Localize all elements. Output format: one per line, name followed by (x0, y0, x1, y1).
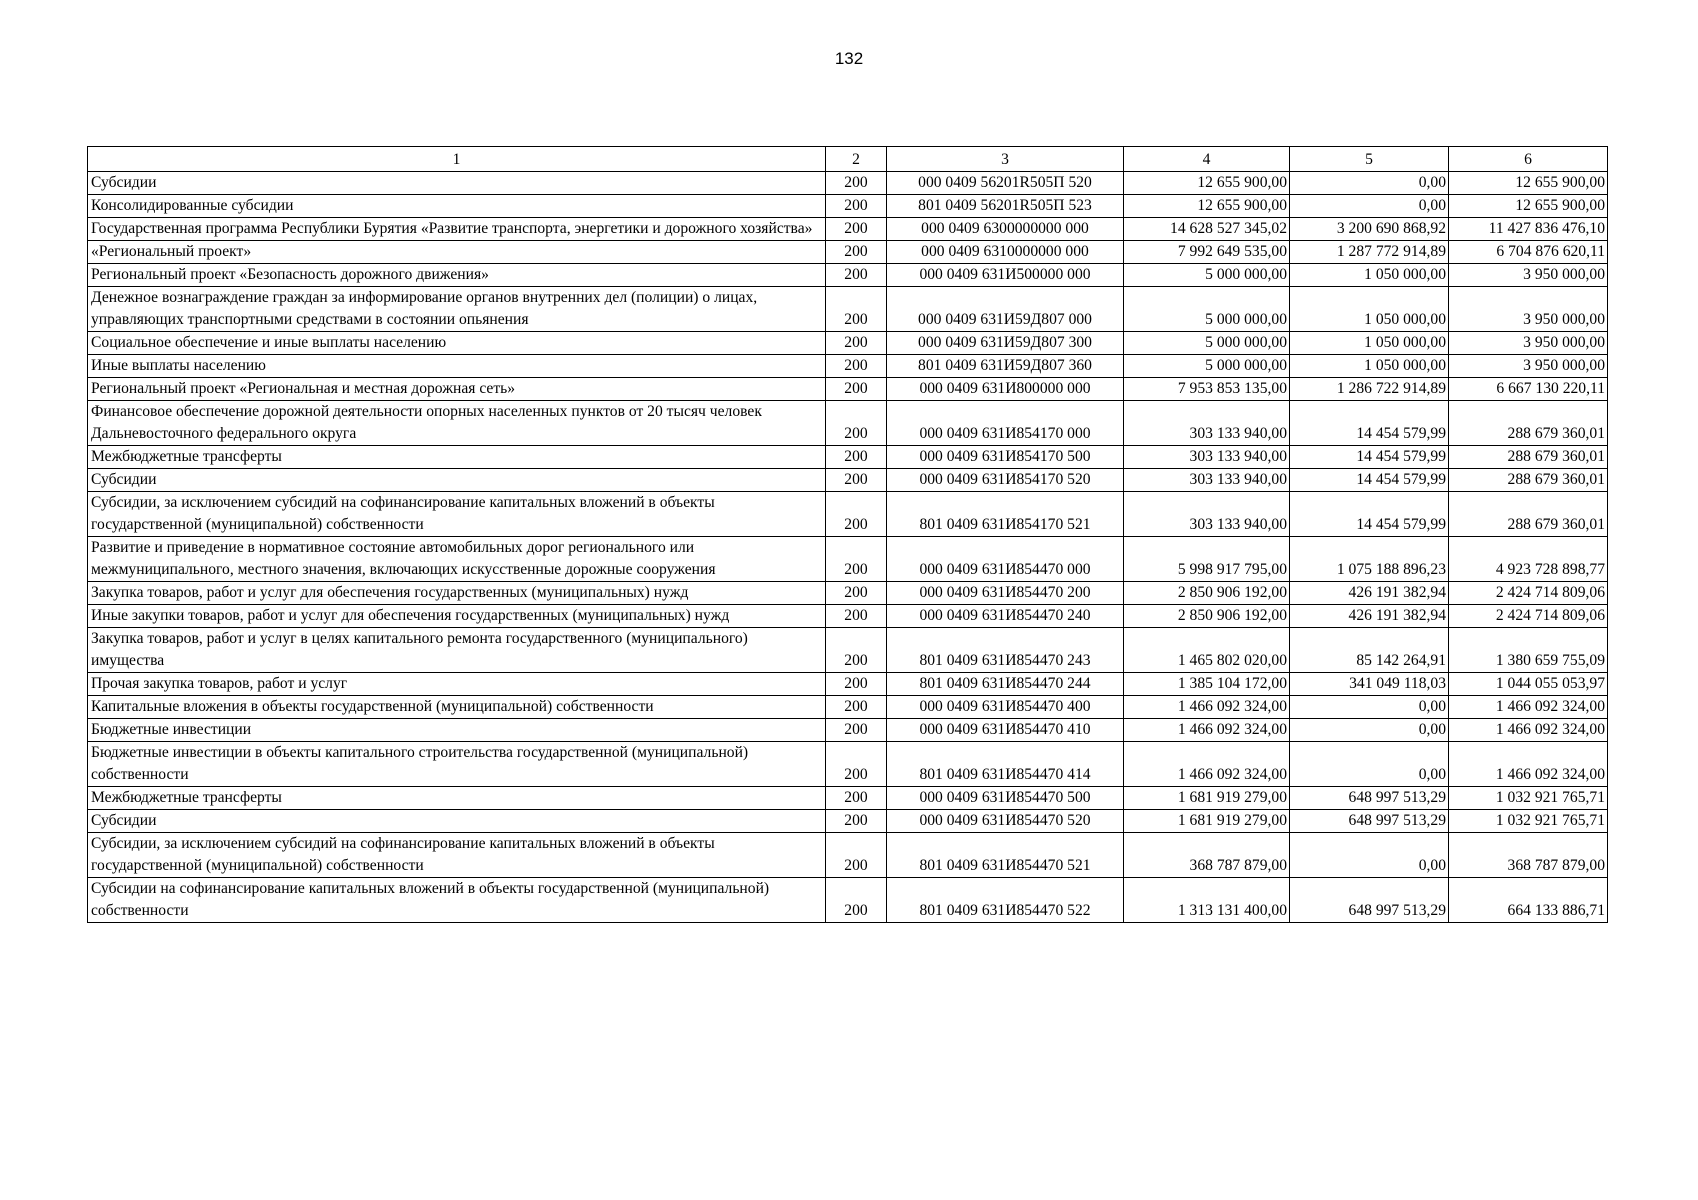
approved-amount-cell: 5 998 917 795,00 (1124, 537, 1290, 582)
approved-amount-cell: 5 000 000,00 (1124, 355, 1290, 378)
unexecuted-amount-cell: 664 133 886,71 (1449, 878, 1608, 923)
unexecuted-amount-cell: 6 704 876 620,11 (1449, 241, 1608, 264)
budget-code-cell: 000 0409 631И800000 000 (887, 378, 1124, 401)
table-row (88, 628, 1608, 673)
budget-code-cell: 801 0409 631И854470 244 (887, 673, 1124, 696)
executed-amount-cell: 0,00 (1290, 195, 1449, 218)
table-row (88, 378, 1608, 401)
unexecuted-amount-cell: 3 950 000,00 (1449, 355, 1608, 378)
executed-amount-cell: 1 050 000,00 (1290, 264, 1449, 287)
budget-code-cell: 000 0409 631И500000 000 (887, 264, 1124, 287)
row-name-cell: Закупка товаров, работ и услуг в целях капитального ремонта государственного (муниципального) имущества (88, 628, 826, 673)
approved-amount-cell: 303 133 940,00 (1124, 401, 1290, 446)
table-row (88, 582, 1608, 605)
approved-amount-cell: 1 681 919 279,00 (1124, 810, 1290, 833)
budget-code-cell: 801 0409 631И854470 521 (887, 833, 1124, 878)
table-row (88, 287, 1608, 332)
row-name-cell: Социальное обеспечение и иные выплаты населению (88, 332, 826, 355)
table-row (88, 332, 1608, 355)
executed-amount-cell: 648 997 513,29 (1290, 878, 1449, 923)
row-name-cell: Межбюджетные трансферты (88, 446, 826, 469)
line-code-cell: 200 (826, 696, 887, 719)
budget-code-cell: 000 0409 631И854170 000 (887, 401, 1124, 446)
line-code-cell: 200 (826, 742, 887, 787)
line-code-cell: 200 (826, 355, 887, 378)
executed-amount-cell: 14 454 579,99 (1290, 492, 1449, 537)
column-header: 5 (1290, 147, 1449, 172)
approved-amount-cell: 5 000 000,00 (1124, 332, 1290, 355)
unexecuted-amount-cell: 3 950 000,00 (1449, 332, 1608, 355)
approved-amount-cell: 303 133 940,00 (1124, 492, 1290, 537)
row-name-cell: Иные выплаты населению (88, 355, 826, 378)
table-header-row (88, 147, 1608, 172)
approved-amount-cell: 12 655 900,00 (1124, 172, 1290, 195)
row-name-cell: Региональный проект «Региональная и местная дорожная сеть» (88, 378, 826, 401)
budget-code-cell: 000 0409 631И854470 520 (887, 810, 1124, 833)
row-name-cell: Консолидированные субсидии (88, 195, 826, 218)
approved-amount-cell: 12 655 900,00 (1124, 195, 1290, 218)
budget-code-cell: 801 0409 631И854470 414 (887, 742, 1124, 787)
table-row (88, 264, 1608, 287)
row-name-cell: Государственная программа Республики Бурятия «Развитие транспорта, энергетики и дорожного хозяйства» (88, 218, 826, 241)
executed-amount-cell: 14 454 579,99 (1290, 401, 1449, 446)
budget-code-cell: 000 0409 631И854470 240 (887, 605, 1124, 628)
table-row (88, 787, 1608, 810)
unexecuted-amount-cell: 288 679 360,01 (1449, 492, 1608, 537)
table-row (88, 492, 1608, 537)
table-row (88, 696, 1608, 719)
unexecuted-amount-cell: 288 679 360,01 (1449, 469, 1608, 492)
row-name-cell: Субсидии на софинансирование капитальных вложений в объекты государственной (муниципальной) собственности (88, 878, 826, 923)
executed-amount-cell: 1 050 000,00 (1290, 287, 1449, 332)
table-row (88, 605, 1608, 628)
budget-code-cell: 000 0409 6300000000 000 (887, 218, 1124, 241)
row-name-cell: Бюджетные инвестиции (88, 719, 826, 742)
table-row (88, 355, 1608, 378)
line-code-cell: 200 (826, 241, 887, 264)
unexecuted-amount-cell: 11 427 836 476,10 (1449, 218, 1608, 241)
column-header: 4 (1124, 147, 1290, 172)
executed-amount-cell: 1 050 000,00 (1290, 332, 1449, 355)
approved-amount-cell: 1 466 092 324,00 (1124, 696, 1290, 719)
column-header: 1 (88, 147, 826, 172)
unexecuted-amount-cell: 1 380 659 755,09 (1449, 628, 1608, 673)
table-row (88, 469, 1608, 492)
row-name-cell: Иные закупки товаров, работ и услуг для обеспечения государственных (муниципальных) нужд (88, 605, 826, 628)
row-name-cell: Субсидии, за исключением субсидий на софинансирование капитальных вложений в объекты государственной (муниципальной) собственности (88, 492, 826, 537)
line-code-cell: 200 (826, 878, 887, 923)
budget-code-cell: 801 0409 631И59Д807 360 (887, 355, 1124, 378)
budget-code-cell: 000 0409 631И854170 520 (887, 469, 1124, 492)
executed-amount-cell: 0,00 (1290, 172, 1449, 195)
executed-amount-cell: 0,00 (1290, 719, 1449, 742)
approved-amount-cell: 1 681 919 279,00 (1124, 787, 1290, 810)
executed-amount-cell: 1 050 000,00 (1290, 355, 1449, 378)
table-row (88, 673, 1608, 696)
line-code-cell: 200 (826, 787, 887, 810)
approved-amount-cell: 1 465 802 020,00 (1124, 628, 1290, 673)
row-name-cell: Капитальные вложения в объекты государственной (муниципальной) собственности (88, 696, 826, 719)
page-number: 132 (834, 49, 864, 68)
line-code-cell: 200 (826, 218, 887, 241)
budget-code-cell: 801 0409 631И854470 522 (887, 878, 1124, 923)
row-name-cell: Субсидии (88, 810, 826, 833)
budget-code-cell: 801 0409 56201R505П 523 (887, 195, 1124, 218)
unexecuted-amount-cell: 2 424 714 809,06 (1449, 582, 1608, 605)
budget-code-cell: 000 0409 631И854170 500 (887, 446, 1124, 469)
unexecuted-amount-cell: 288 679 360,01 (1449, 401, 1608, 446)
row-name-cell: Финансовое обеспечение дорожной деятельности опорных населенных пунктов от 20 тысяч человек Дальневосточного федерального округа (88, 401, 826, 446)
row-name-cell: Прочая закупка товаров, работ и услуг (88, 673, 826, 696)
unexecuted-amount-cell: 288 679 360,01 (1449, 446, 1608, 469)
row-name-cell: Субсидии (88, 172, 826, 195)
unexecuted-amount-cell: 1 032 921 765,71 (1449, 810, 1608, 833)
approved-amount-cell: 2 850 906 192,00 (1124, 582, 1290, 605)
approved-amount-cell: 7 953 853 135,00 (1124, 378, 1290, 401)
table-row (88, 742, 1608, 787)
unexecuted-amount-cell: 12 655 900,00 (1449, 195, 1608, 218)
executed-amount-cell: 14 454 579,99 (1290, 446, 1449, 469)
approved-amount-cell: 1 466 092 324,00 (1124, 742, 1290, 787)
approved-amount-cell: 14 628 527 345,02 (1124, 218, 1290, 241)
approved-amount-cell: 1 466 092 324,00 (1124, 719, 1290, 742)
budget-code-cell: 000 0409 631И854470 200 (887, 582, 1124, 605)
unexecuted-amount-cell: 2 424 714 809,06 (1449, 605, 1608, 628)
line-code-cell: 200 (826, 332, 887, 355)
line-code-cell: 200 (826, 833, 887, 878)
table-row (88, 719, 1608, 742)
executed-amount-cell: 1 075 188 896,23 (1290, 537, 1449, 582)
table-row (88, 172, 1608, 195)
executed-amount-cell: 1 286 722 914,89 (1290, 378, 1449, 401)
row-name-cell: Субсидии, за исключением субсидий на софинансирование капитальных вложений в объекты государственной (муниципальной) собственности (88, 833, 826, 878)
table-row (88, 446, 1608, 469)
table-row (88, 878, 1608, 923)
table-row (88, 810, 1608, 833)
executed-amount-cell: 14 454 579,99 (1290, 469, 1449, 492)
executed-amount-cell: 426 191 382,94 (1290, 582, 1449, 605)
budget-code-cell: 000 0409 631И854470 400 (887, 696, 1124, 719)
line-code-cell: 200 (826, 172, 887, 195)
approved-amount-cell: 5 000 000,00 (1124, 287, 1290, 332)
budget-code-cell: 000 0409 631И59Д807 300 (887, 332, 1124, 355)
table-row (88, 218, 1608, 241)
column-header: 3 (887, 147, 1124, 172)
unexecuted-amount-cell: 1 032 921 765,71 (1449, 787, 1608, 810)
table-row (88, 537, 1608, 582)
line-code-cell: 200 (826, 673, 887, 696)
executed-amount-cell: 1 287 772 914,89 (1290, 241, 1449, 264)
line-code-cell: 200 (826, 264, 887, 287)
column-header: 2 (826, 147, 887, 172)
row-name-cell: Денежное вознаграждение граждан за информирование органов внутренних дел (полиции) о лицах, управляющих транспортными средствами в состоянии опьянения (88, 287, 826, 332)
unexecuted-amount-cell: 3 950 000,00 (1449, 287, 1608, 332)
line-code-cell: 200 (826, 446, 887, 469)
table-row (88, 195, 1608, 218)
unexecuted-amount-cell: 12 655 900,00 (1449, 172, 1608, 195)
executed-amount-cell: 426 191 382,94 (1290, 605, 1449, 628)
row-name-cell: Межбюджетные трансферты (88, 787, 826, 810)
budget-code-cell: 801 0409 631И854170 521 (887, 492, 1124, 537)
executed-amount-cell: 0,00 (1290, 742, 1449, 787)
unexecuted-amount-cell: 1 466 092 324,00 (1449, 719, 1608, 742)
line-code-cell: 200 (826, 401, 887, 446)
executed-amount-cell: 648 997 513,29 (1290, 810, 1449, 833)
budget-table (87, 146, 1608, 923)
unexecuted-amount-cell: 1 466 092 324,00 (1449, 696, 1608, 719)
line-code-cell: 200 (826, 195, 887, 218)
line-code-cell: 200 (826, 719, 887, 742)
budget-code-cell: 000 0409 631И854470 500 (887, 787, 1124, 810)
table-row (88, 833, 1608, 878)
line-code-cell: 200 (826, 628, 887, 673)
table-row (88, 401, 1608, 446)
row-name-cell: Региональный проект «Безопасность дорожного движения» (88, 264, 826, 287)
unexecuted-amount-cell: 1 466 092 324,00 (1449, 742, 1608, 787)
line-code-cell: 200 (826, 492, 887, 537)
row-name-cell: «Региональный проект» (88, 241, 826, 264)
approved-amount-cell: 5 000 000,00 (1124, 264, 1290, 287)
line-code-cell: 200 (826, 605, 887, 628)
executed-amount-cell: 0,00 (1290, 696, 1449, 719)
row-name-cell: Субсидии (88, 469, 826, 492)
unexecuted-amount-cell: 1 044 055 053,97 (1449, 673, 1608, 696)
approved-amount-cell: 368 787 879,00 (1124, 833, 1290, 878)
budget-code-cell: 000 0409 56201R505П 520 (887, 172, 1124, 195)
approved-amount-cell: 303 133 940,00 (1124, 446, 1290, 469)
unexecuted-amount-cell: 6 667 130 220,11 (1449, 378, 1608, 401)
budget-code-cell: 000 0409 631И854470 000 (887, 537, 1124, 582)
column-header: 6 (1449, 147, 1608, 172)
approved-amount-cell: 303 133 940,00 (1124, 469, 1290, 492)
table-row (88, 241, 1608, 264)
budget-code-cell: 000 0409 631И59Д807 000 (887, 287, 1124, 332)
budget-code-cell: 000 0409 631И854470 410 (887, 719, 1124, 742)
line-code-cell: 200 (826, 537, 887, 582)
executed-amount-cell: 341 049 118,03 (1290, 673, 1449, 696)
row-name-cell: Закупка товаров, работ и услуг для обеспечения государственных (муниципальных) нужд (88, 582, 826, 605)
row-name-cell: Бюджетные инвестиции в объекты капитального строительства государственной (муниципальной) собственности (88, 742, 826, 787)
budget-code-cell: 000 0409 6310000000 000 (887, 241, 1124, 264)
row-name-cell: Развитие и приведение в нормативное состояние автомобильных дорог регионального или межмуниципального, местного значения, включающих искусственные дорожные сооружения (88, 537, 826, 582)
budget-code-cell: 801 0409 631И854470 243 (887, 628, 1124, 673)
executed-amount-cell: 0,00 (1290, 833, 1449, 878)
unexecuted-amount-cell: 368 787 879,00 (1449, 833, 1608, 878)
approved-amount-cell: 7 992 649 535,00 (1124, 241, 1290, 264)
line-code-cell: 200 (826, 582, 887, 605)
approved-amount-cell: 2 850 906 192,00 (1124, 605, 1290, 628)
approved-amount-cell: 1 385 104 172,00 (1124, 673, 1290, 696)
approved-amount-cell: 1 313 131 400,00 (1124, 878, 1290, 923)
unexecuted-amount-cell: 3 950 000,00 (1449, 264, 1608, 287)
unexecuted-amount-cell: 4 923 728 898,77 (1449, 537, 1608, 582)
executed-amount-cell: 648 997 513,29 (1290, 787, 1449, 810)
executed-amount-cell: 85 142 264,91 (1290, 628, 1449, 673)
line-code-cell: 200 (826, 810, 887, 833)
executed-amount-cell: 3 200 690 868,92 (1290, 218, 1449, 241)
line-code-cell: 200 (826, 469, 887, 492)
line-code-cell: 200 (826, 378, 887, 401)
line-code-cell: 200 (826, 287, 887, 332)
